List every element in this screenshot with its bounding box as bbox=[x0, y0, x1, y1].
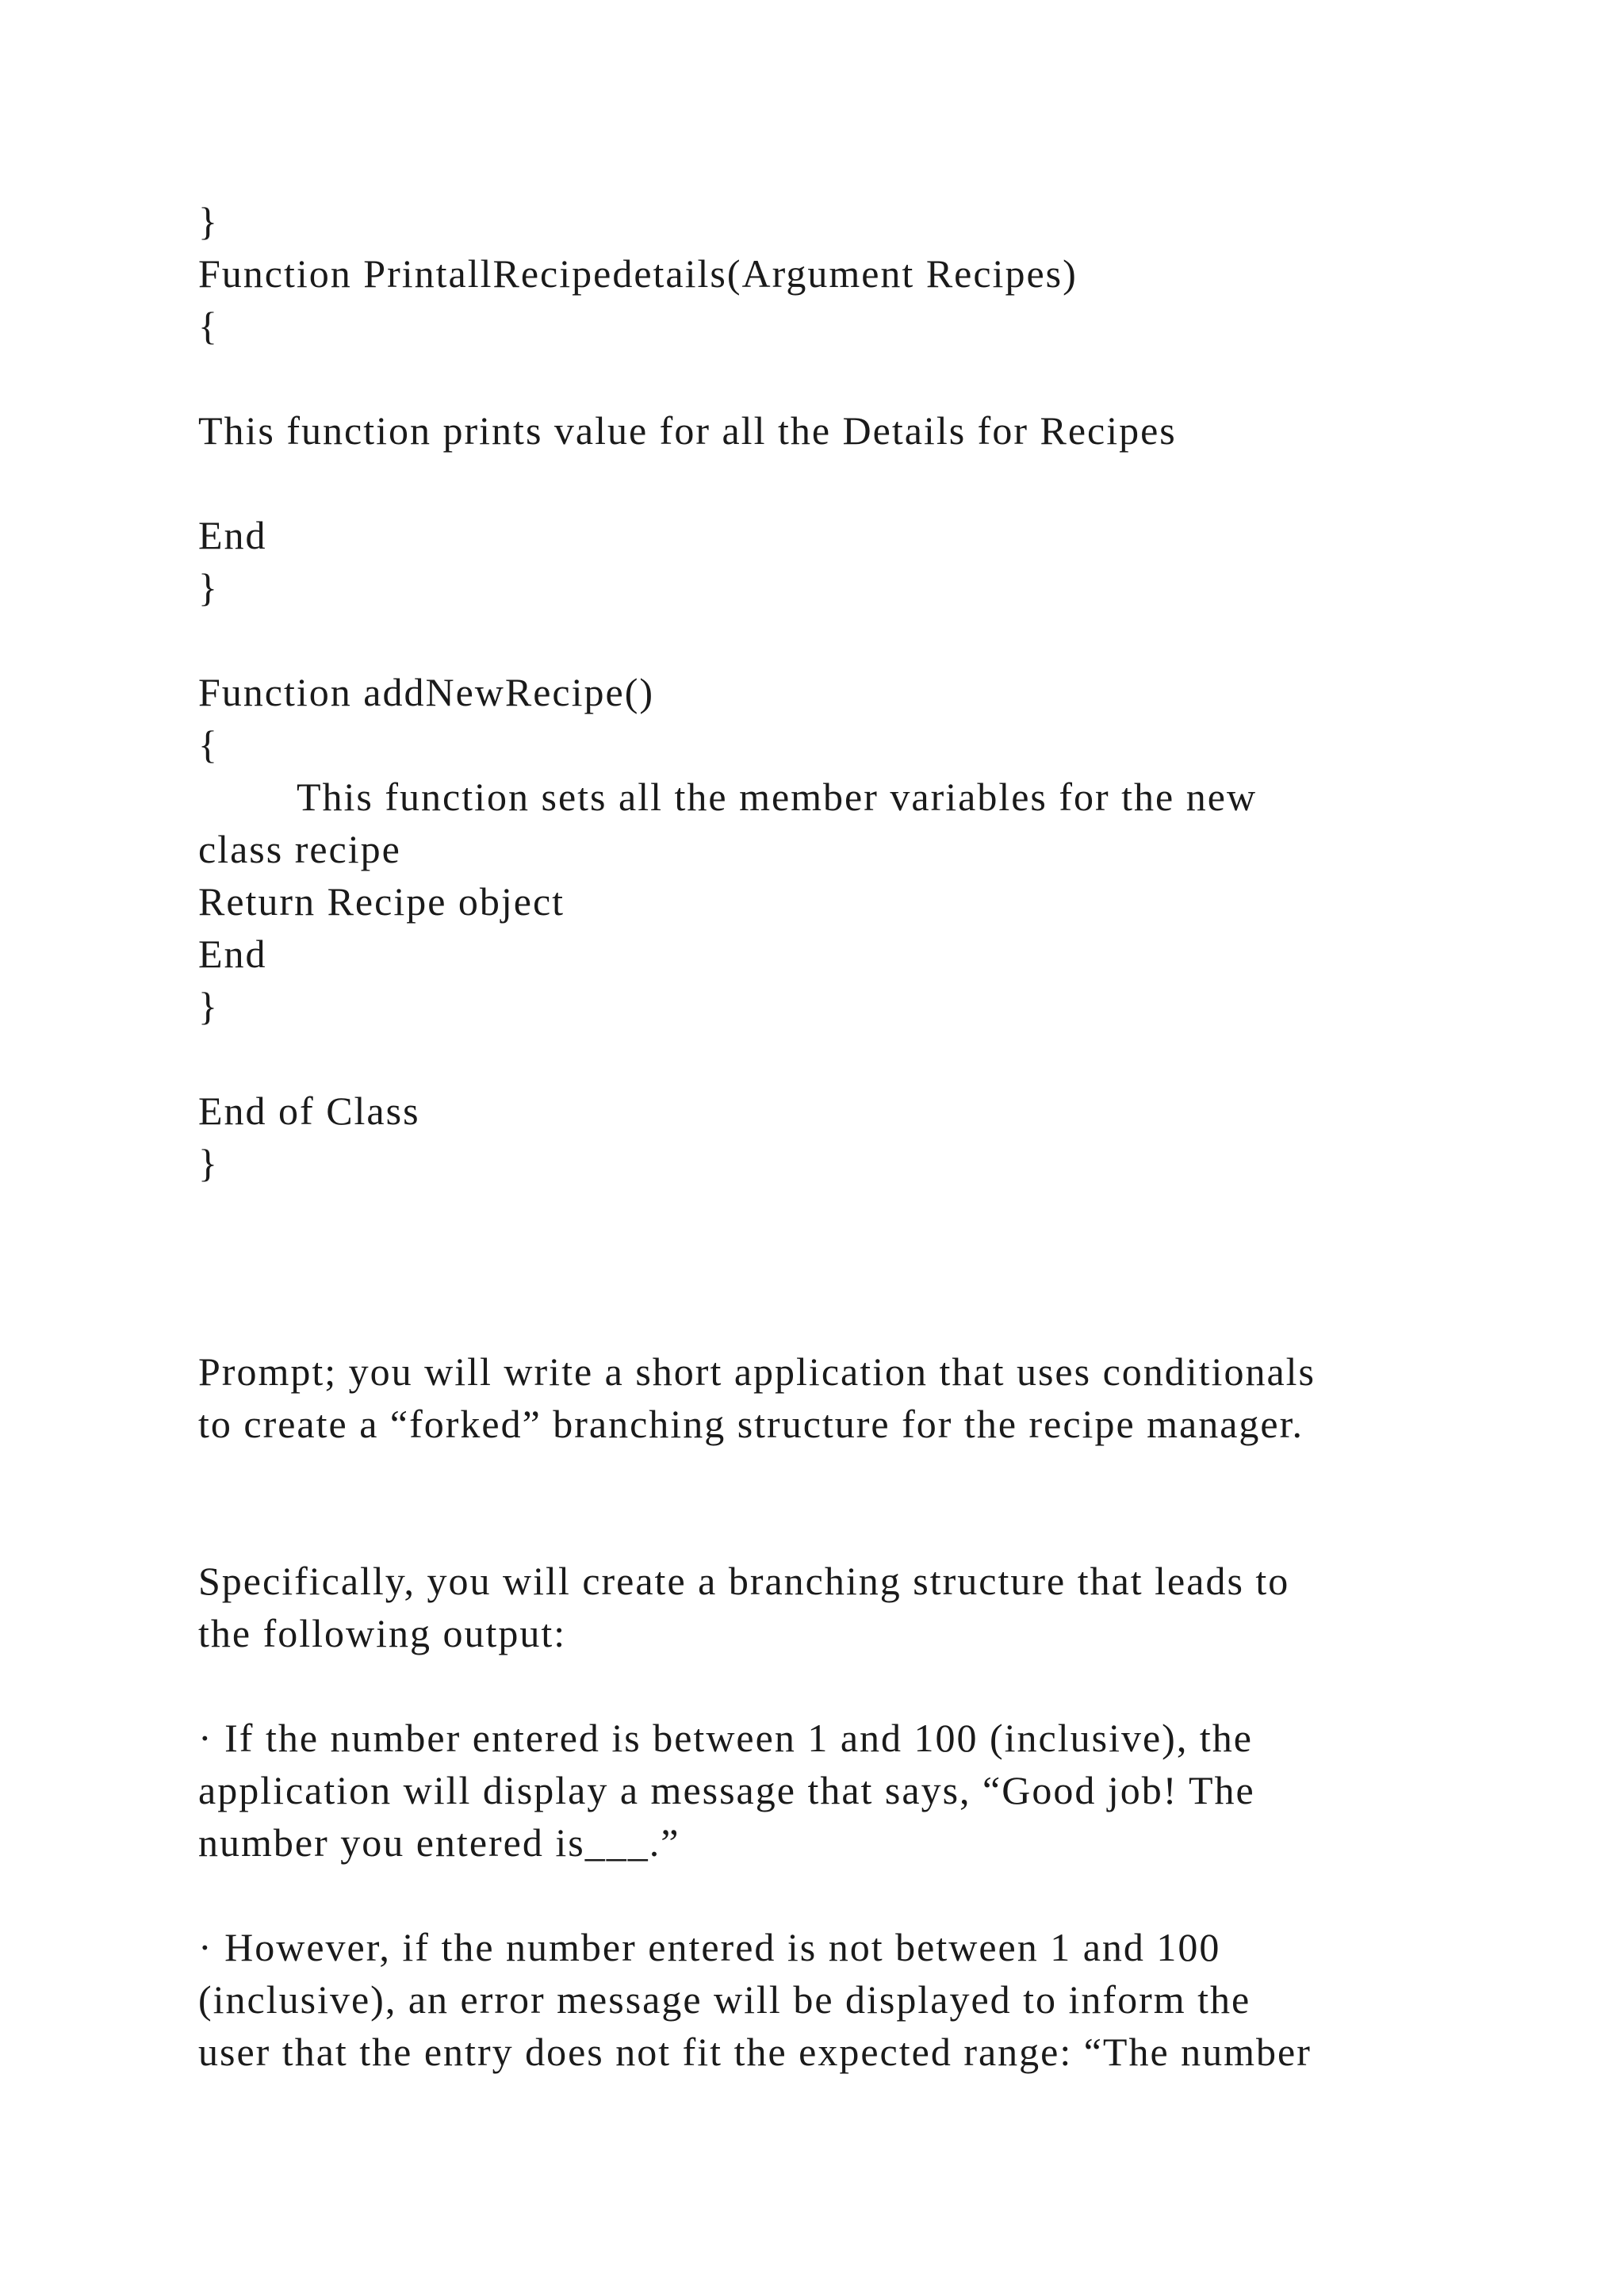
closing-brace: } bbox=[198, 565, 219, 610]
function-signature-addnewrecipe: Function addNewRecipe() bbox=[198, 670, 655, 714]
opening-brace: { bbox=[198, 304, 219, 348]
end-keyword: End bbox=[198, 513, 267, 557]
prompt-paragraph-line-2: to create a “forked” branching structure for the recipe manager. bbox=[198, 1402, 1304, 1446]
bullet-1-line-1: · If the number entered is between 1 and 100 (inclusive), the bbox=[198, 1716, 1253, 1760]
return-statement: Return Recipe object bbox=[198, 879, 565, 924]
bullet-2-line-2: (inclusive), an error message will be displayed to inform the bbox=[198, 1977, 1251, 2022]
bullet-1-line-3: number you entered is___.” bbox=[198, 1820, 680, 1865]
specifically-paragraph-line-1: Specifically, you will create a branching structure that leads to bbox=[198, 1559, 1290, 1603]
function-description-continued: class recipe bbox=[198, 827, 401, 871]
opening-brace: { bbox=[198, 722, 219, 767]
bullet-2-line-3: user that the entry does not fit the expected range: “The number bbox=[198, 2030, 1312, 2074]
function-description-addnewrecipe: This function sets all the member variables for the new bbox=[297, 775, 1258, 819]
closing-brace: } bbox=[198, 984, 219, 1028]
closing-brace: } bbox=[198, 1141, 219, 1185]
prompt-paragraph-line-1: Prompt; you will write a short application that uses conditionals bbox=[198, 1349, 1316, 1394]
closing-brace: } bbox=[198, 199, 219, 243]
end-of-class: End of Class bbox=[198, 1089, 420, 1133]
specifically-paragraph-line-2: the following output: bbox=[198, 1611, 567, 1655]
bullet-2-line-1: · However, if the number entered is not between 1 and 100 bbox=[198, 1925, 1221, 1969]
bullet-1-line-2: application will display a message that says, “Good job! The bbox=[198, 1768, 1255, 1812]
end-keyword: End bbox=[198, 932, 267, 976]
function-signature-printall: Function PrintallRecipedetails(Argument Recipes) bbox=[198, 251, 1078, 296]
function-description-printall: This function prints value for all the Details for Recipes bbox=[198, 408, 1177, 453]
